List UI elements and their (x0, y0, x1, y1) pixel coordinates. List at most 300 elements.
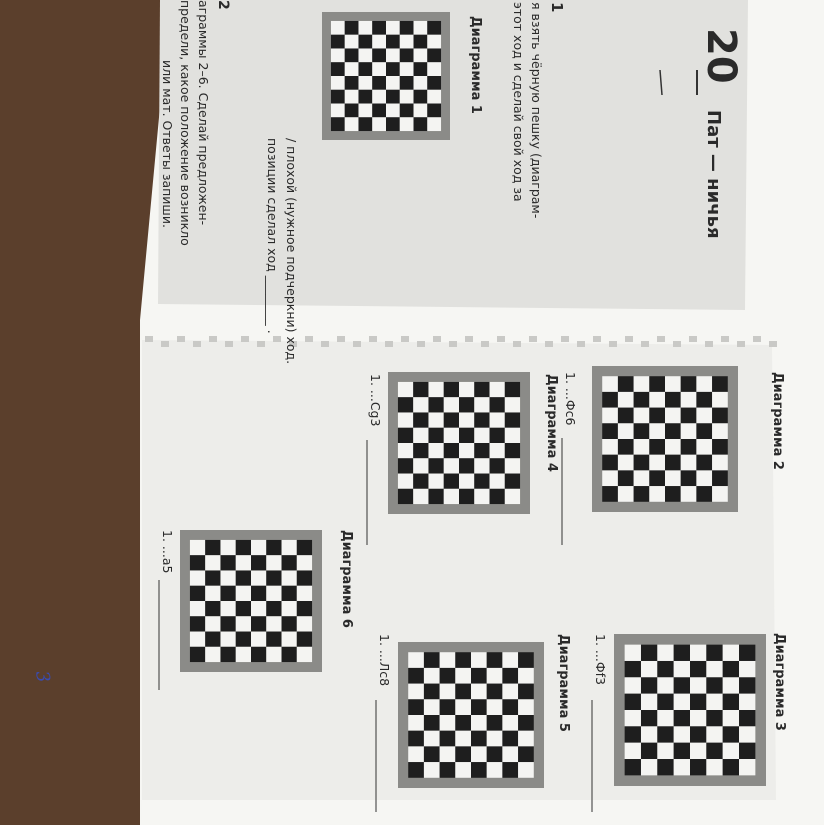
strip-cell (545, 341, 553, 347)
diagram-board-4-square (398, 397, 413, 412)
diagram3-label: Диаграмма 3 (772, 633, 787, 731)
diagram-board-5-square (408, 731, 424, 747)
strip-cell (737, 341, 745, 347)
diagram-board-6-square (220, 555, 235, 570)
diagram-board-4-square (490, 382, 505, 397)
page-title (703, 110, 724, 239)
diagram-board-4-square (444, 397, 459, 412)
page-number (698, 28, 744, 84)
diagram-board-3 (614, 634, 766, 786)
diagram-board-2-square (712, 392, 728, 408)
diagram-board-2-square (618, 470, 634, 486)
diagram-board-3-square (739, 677, 755, 693)
diagram-board-6-square (190, 570, 205, 585)
diagram-board-3-square (657, 710, 673, 726)
diagram-board-6-square (190, 616, 205, 631)
diagram-board-2-square (696, 423, 712, 439)
diagram-board-1-square (372, 104, 386, 118)
diagram-board-1-square (386, 35, 400, 49)
diagram-board-6-square (266, 555, 281, 570)
diagram-board-5-square (408, 746, 424, 762)
diagram3-move: 1. ...Фf3 (593, 634, 608, 685)
diagram1-label: Диаграмма 1 (468, 16, 483, 114)
diagram-board-1-square (372, 21, 386, 35)
diagram-board-3-square (739, 661, 755, 677)
strip-cell (161, 341, 169, 347)
diagram-board-3-square (625, 710, 641, 726)
diagram-board-6-square (297, 540, 312, 555)
diagram-board-3-square (625, 694, 641, 710)
diagram-board-4-square (398, 382, 413, 397)
diagram-board-5-square (440, 668, 456, 684)
diagram-board-6-square (220, 586, 235, 601)
diagram-board-1-square (345, 117, 359, 131)
diagram-board-2-square (634, 470, 650, 486)
diagram-board-5-square (440, 731, 456, 747)
diagram-board-3-square (657, 743, 673, 759)
diagram-board-3-square (674, 645, 690, 661)
diagram-board-2-square (618, 408, 634, 424)
diagram-board-2-square (634, 392, 650, 408)
diagram-board-5-square (518, 762, 534, 778)
diagram-board-2-square (712, 470, 728, 486)
diagram-board-6-square (297, 601, 312, 616)
diagram-board-3-square (690, 759, 706, 775)
diagram-board-2-square (649, 408, 665, 424)
strip-cell (353, 341, 361, 347)
diagram-board-6 (180, 530, 322, 672)
diagram-board-3-square (706, 661, 722, 677)
diagram-board-3-square (657, 645, 673, 661)
diagram-board-4-square (413, 397, 428, 412)
diagram-board-1-square (400, 76, 414, 90)
diagram-board-6-square (251, 570, 266, 585)
diagram-board-3-square (723, 726, 739, 742)
diagram-board-5-square (487, 746, 503, 762)
diagram-board-1-square (358, 21, 372, 35)
diagram-board-3-square (625, 726, 641, 742)
diagram-board-3-square (641, 694, 657, 710)
strip-cell (145, 336, 153, 342)
diagram-board-2-square (602, 439, 618, 455)
diagram-board-1-square (358, 48, 372, 62)
diagram-board-5-square (455, 762, 471, 778)
diagram-board-3-square (690, 645, 706, 661)
strip-cell (225, 341, 233, 347)
diagram-board-2-square (618, 392, 634, 408)
strip-cell (561, 336, 569, 342)
diagram-board-6-square (282, 555, 297, 570)
diagram-board-3-square (674, 759, 690, 775)
diagram-board-5-square (487, 652, 503, 668)
diagram-board-1-square (345, 48, 359, 62)
diagram-board-2-square (602, 455, 618, 471)
diagram-board-2-square (602, 376, 618, 392)
diagram4-move: 1. ...Сg3 (368, 374, 383, 427)
diagram-board-4-square (474, 489, 489, 504)
diagram-board-6-square (236, 601, 251, 616)
diagram-board-5-square (502, 668, 518, 684)
diagram-board-2-square (665, 439, 681, 455)
diagram-board-6-square (190, 632, 205, 647)
diagram-board-4-square (459, 489, 474, 504)
diagram-board-5-square (440, 762, 456, 778)
strip-cell (417, 341, 425, 347)
diagram6-label: Диаграмма 6 (339, 530, 354, 628)
diagram-board-6-square (282, 586, 297, 601)
diagram-board-1-square (331, 104, 345, 118)
diagram-board-1-square (386, 104, 400, 118)
diagram-board-2-square (634, 486, 650, 502)
diagram-board-3-square (690, 661, 706, 677)
diagram-board-1-square (414, 76, 428, 90)
strip-cell (721, 336, 729, 342)
diagram-board-2-square (649, 486, 665, 502)
diagram-board-4-square (505, 474, 520, 489)
diagram-board-1-square (386, 76, 400, 90)
strip-cell (769, 341, 777, 347)
diagram-board-5-square (455, 699, 471, 715)
diagram-board-3-square (723, 677, 739, 693)
diagram-board-2-square (634, 423, 650, 439)
diagram-board-3-square (690, 743, 706, 759)
diagram-board-5-square (487, 762, 503, 778)
diagram-board-6-square (220, 616, 235, 631)
diagram-board-2-square (618, 376, 634, 392)
diagram-board-4-square (428, 474, 443, 489)
diagram-board-4-square (398, 489, 413, 504)
diagram-board-6-square (220, 632, 235, 647)
diagram-board-5-square (440, 684, 456, 700)
diagram-board-3-square (674, 677, 690, 693)
diagram-board-5-square (440, 652, 456, 668)
diagram-board-2-square (665, 376, 681, 392)
diagram-board-3-square (706, 759, 722, 775)
diagram-board-5-square (502, 715, 518, 731)
diagram-board-6-square (297, 555, 312, 570)
diagram-board-1-square (427, 62, 441, 76)
diagram-board-3-square (641, 743, 657, 759)
strip-cell (369, 336, 377, 342)
diagram-board-3-square (674, 743, 690, 759)
diagram-board-2-square (681, 455, 697, 471)
diagram-board-4-square (490, 412, 505, 427)
diagram-board-4-square (474, 458, 489, 473)
diagram-board-2-square (696, 455, 712, 471)
diagram-board-4-square (474, 412, 489, 427)
diagram-board-1-square (400, 117, 414, 131)
diagram-board-2-square (681, 392, 697, 408)
diagram-board-6-square (251, 632, 266, 647)
strip-cell (481, 341, 489, 347)
diagram-board-5-square (408, 699, 424, 715)
diagram-board-1-square (386, 117, 400, 131)
strip-cell (673, 341, 681, 347)
diagram-board-1 (322, 12, 450, 140)
diagram-board-3-square (641, 759, 657, 775)
diagram-board-4-square (474, 382, 489, 397)
diagram-board-6-square (205, 647, 220, 662)
strip-cell (657, 336, 665, 342)
diagram-board-4-square (398, 474, 413, 489)
diagram-board-6-square (251, 586, 266, 601)
task2-number: 2 (215, 0, 231, 10)
diagram-board-1-square (358, 76, 372, 90)
diagram-board-4-square (398, 443, 413, 458)
diagram5-move: 1. ...Лс8 (377, 634, 392, 687)
diagram-board-5-square (455, 731, 471, 747)
diagram-board-3-square (674, 694, 690, 710)
svg-text:20: 20 (698, 28, 744, 84)
diagram-board-1-square (414, 117, 428, 131)
diagram-board-1-square (427, 117, 441, 131)
diagram-board-2-square (665, 455, 681, 471)
diagram-board-6-square (190, 601, 205, 616)
diagram6-move: 1. ...а5 (160, 530, 175, 574)
diagram-board-1-square (414, 48, 428, 62)
diagram-board-4-square (490, 474, 505, 489)
diagram-board-5-square (471, 715, 487, 731)
diagram-board-6-square (266, 540, 281, 555)
diagram-board-5-square (455, 746, 471, 762)
diagram-board-1-square (345, 76, 359, 90)
diagram-board-2-square (618, 439, 634, 455)
diagram-board-3-square (690, 710, 706, 726)
diagram-board-2-square (602, 486, 618, 502)
diagram-board-1-square (345, 21, 359, 35)
diagram-board-1-square (372, 48, 386, 62)
diagram-board-3-square (625, 677, 641, 693)
diagram-board-2-square (665, 486, 681, 502)
diagram-board-3-square (739, 743, 755, 759)
diagram-board-2-square (712, 439, 728, 455)
diagram-board-2-square (681, 486, 697, 502)
svg-text:Пат — ничья: Пат — ничья (703, 110, 724, 239)
diagram-board-3-square (739, 726, 755, 742)
diagram-board-5-square (471, 746, 487, 762)
diagram-board-6-square (205, 601, 220, 616)
diagram-board-1-square (358, 104, 372, 118)
diagram-board-3-square (657, 677, 673, 693)
diagram-board-3-square (625, 661, 641, 677)
diagram-board-5-square (471, 684, 487, 700)
diagram-board-5-square (518, 731, 534, 747)
diagram-board-3-square (690, 694, 706, 710)
diagram-board-4-square (398, 458, 413, 473)
diagram-board-3-square (723, 710, 739, 726)
diagram-board-4-square (459, 412, 474, 427)
diagram-board-6-square (266, 616, 281, 631)
diagram4-label: Диаграмма 4 (544, 374, 559, 472)
diagram-board-3-square (641, 645, 657, 661)
diagram-board-5-square (471, 668, 487, 684)
diagram-board-6-square (266, 586, 281, 601)
diagram-board-6-square (220, 540, 235, 555)
strip-cell (209, 336, 217, 342)
strip-cell (465, 336, 473, 342)
diagram-board-1-square (331, 76, 345, 90)
diagram-board-5-square (471, 762, 487, 778)
strip-cell (689, 336, 697, 342)
diagram-board-4-square (413, 489, 428, 504)
diagram-board-4-square (444, 412, 459, 427)
diagram-board-2-square (681, 439, 697, 455)
diagram-board-5-square (424, 684, 440, 700)
diagram-board-6-square (205, 555, 220, 570)
diagram-board-4-square (459, 382, 474, 397)
diagram-board-1-square (400, 35, 414, 49)
strip-cell (705, 341, 713, 347)
diagram-board-4-square (428, 443, 443, 458)
diagram-board-1-square (427, 35, 441, 49)
diagram-board-5-square (455, 668, 471, 684)
diagram-board-1-square (331, 62, 345, 76)
diagram-board-4-square (413, 443, 428, 458)
diagram-board-4-square (413, 458, 428, 473)
diagram-board-1-square (400, 48, 414, 62)
diagram-board-4-square (459, 443, 474, 458)
diagram-board-2-square (681, 423, 697, 439)
diagram-board-3-square (723, 645, 739, 661)
diagram-board-2-square (712, 455, 728, 471)
diagram-board-1-square (386, 21, 400, 35)
diagram-board-6-square (220, 570, 235, 585)
diagram-board-6-square (297, 647, 312, 662)
diagram-board-1-square (358, 90, 372, 104)
diagram-board-5-square (518, 746, 534, 762)
diagram-board-4-square (474, 474, 489, 489)
diagram-board-6-square (251, 540, 266, 555)
strip-cell (257, 341, 265, 347)
diagram-board-4-square (474, 397, 489, 412)
diagram-board-1-square (331, 35, 345, 49)
diagram-board-4-square (505, 458, 520, 473)
diagram-board-1-square (427, 90, 441, 104)
strip-cell (753, 336, 761, 342)
diagram-board-5-square (440, 699, 456, 715)
strip-cell (321, 341, 329, 347)
diagram-board-2-square (649, 376, 665, 392)
diagram-board-1-square (331, 90, 345, 104)
diagram-board-2-square (681, 470, 697, 486)
diagram-board-6-square (282, 601, 297, 616)
diagram-board-2-square (618, 423, 634, 439)
diagram-board-1-square (414, 62, 428, 76)
diagram-board-5-square (487, 699, 503, 715)
diagram-board-1-square (372, 76, 386, 90)
diagram-board-1-square (400, 90, 414, 104)
diagram-board-4 (388, 372, 530, 514)
diagram-board-3-square (706, 743, 722, 759)
diagram-board-3-square (641, 677, 657, 693)
diagram-board-5-square (455, 652, 471, 668)
diagram-board-4-square (505, 443, 520, 458)
diagram-board-6-square (266, 570, 281, 585)
diagram-board-6-square (251, 616, 266, 631)
diagram-board-6-square (236, 555, 251, 570)
diagram-board-6-square (266, 647, 281, 662)
diagram-board-3-square (739, 759, 755, 775)
diagram-board-5-square (502, 746, 518, 762)
task2-text-line1: аграммы 2–6. Сделай предложен- (196, 0, 211, 226)
diagram-board-5-square (408, 668, 424, 684)
diagram-board-2-square (649, 455, 665, 471)
diagram-board-5-square (471, 699, 487, 715)
diagram-board-6-square (205, 586, 220, 601)
diagram-board-1-square (331, 21, 345, 35)
diagram-board-2-square (602, 470, 618, 486)
diagram-board-3-square (657, 759, 673, 775)
diagram-board-1-square (331, 48, 345, 62)
diagram-board-4-square (490, 443, 505, 458)
diagram-board-6-square (251, 555, 266, 570)
diagram-board-3-square (706, 726, 722, 742)
diagram-board-6-square (282, 540, 297, 555)
diagram-board-5-square (518, 699, 534, 715)
diagram-board-2-square (634, 455, 650, 471)
diagram-board-4-square (413, 412, 428, 427)
diagram-board-1-square (345, 35, 359, 49)
diagram-board-4-square (444, 428, 459, 443)
diagram-board-2-square (665, 423, 681, 439)
diagram-board-2-square (681, 408, 697, 424)
diagram-board-2-square (634, 408, 650, 424)
strip-cell (177, 336, 185, 342)
diagram-board-4-square (459, 428, 474, 443)
diagram-board-6-square (251, 601, 266, 616)
diagram-board-4-square (459, 458, 474, 473)
diagram-board-3-square (706, 710, 722, 726)
diagram-board-6-square (205, 540, 220, 555)
diagram-board-4-square (459, 474, 474, 489)
diagram-board-2-square (696, 376, 712, 392)
diagram-board-1-square (372, 35, 386, 49)
diagram-board-5-square (502, 731, 518, 747)
diagram-board-5-square (502, 684, 518, 700)
diagram-board-6-square (266, 601, 281, 616)
diagram-board-2-square (649, 470, 665, 486)
diagram-board-3-square (706, 677, 722, 693)
diagram-board-6-square (190, 586, 205, 601)
diagram5-label: Диаграмма 5 (556, 634, 571, 732)
diagram-board-2-square (665, 392, 681, 408)
diagram-board-2-square (649, 439, 665, 455)
diagram-board-4-square (505, 412, 520, 427)
diagram-board-2 (592, 366, 738, 512)
task1-text-line2: этот ход и сделай свой ход за (511, 2, 526, 202)
diagram-board-4-square (459, 397, 474, 412)
diagram-board-5-square (408, 762, 424, 778)
diagram-board-1-square (414, 21, 428, 35)
diagram-board-5-square (487, 684, 503, 700)
strip-cell (513, 341, 521, 347)
diagram-board-5-square (502, 762, 518, 778)
diagram-board-5-square (487, 668, 503, 684)
diagram-board-1-square (372, 90, 386, 104)
diagram-board-4-square (505, 382, 520, 397)
strip-cell (577, 341, 585, 347)
diagram-board-3-square (690, 677, 706, 693)
diagram-board-6-square (297, 616, 312, 631)
diagram-board-4-square (413, 382, 428, 397)
diagram-board-2-square (602, 408, 618, 424)
diagram-board-2-square (634, 439, 650, 455)
diagram-board-3-square (723, 694, 739, 710)
strip-cell (641, 341, 649, 347)
diagram-board-6-square (236, 616, 251, 631)
strip-cell (609, 341, 617, 347)
diagram-board-1-square (345, 90, 359, 104)
